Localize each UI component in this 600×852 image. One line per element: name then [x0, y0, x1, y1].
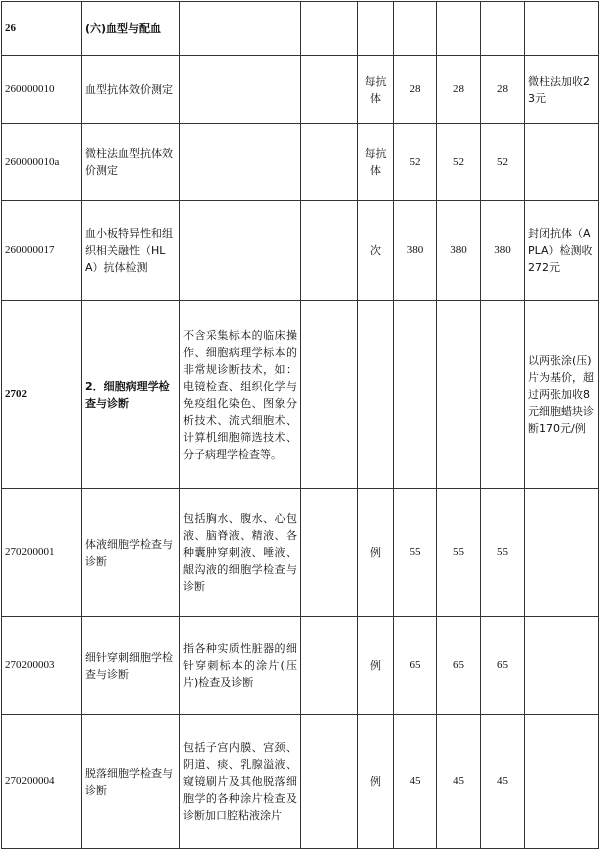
item-price-1: 380 [394, 201, 437, 301]
item-content: 不含采集标本的临床操作、细胞病理学标本的非常规诊断技术，如：电镜检查、组织化学与免疫组化染色、图象分析技术、流式细胞术、计算机细胞筛选技术、分子病理学检查等。 [180, 301, 301, 489]
table-row [2, 2, 599, 56]
table-row [2, 617, 599, 715]
item-price-1: 55 [394, 489, 437, 617]
item-code: 260000010a [2, 124, 82, 201]
item-price-3: 380 [481, 201, 525, 301]
item-code: 26 [2, 2, 82, 56]
empty-cell [301, 489, 358, 617]
item-price-1: 65 [394, 617, 437, 715]
item-name: 血型抗体效价测定 [82, 56, 180, 124]
fee-table [1, 1, 599, 849]
item-price-3: 65 [481, 617, 525, 715]
item-note [525, 489, 599, 617]
item-unit: 次 [358, 201, 394, 301]
empty-cell [301, 715, 358, 849]
item-price-2: 28 [437, 56, 481, 124]
item-unit [358, 301, 394, 489]
item-name: 脱落细胞学检查与诊断 [82, 715, 180, 849]
table-row [2, 124, 599, 201]
item-note [525, 2, 599, 56]
item-price-3 [481, 2, 525, 56]
item-code: 270200004 [2, 715, 82, 849]
empty-cell [301, 617, 358, 715]
empty-cell [301, 301, 358, 489]
empty-cell [301, 201, 358, 301]
item-price-2: 45 [437, 715, 481, 849]
item-name: 2．细胞病理学检查与诊断 [82, 301, 180, 489]
table-row [2, 301, 599, 489]
item-unit: 例 [358, 617, 394, 715]
item-unit: 每抗体 [358, 56, 394, 124]
item-price-2: 380 [437, 201, 481, 301]
empty-cell [301, 56, 358, 124]
item-code: 260000010 [2, 56, 82, 124]
item-price-2: 65 [437, 617, 481, 715]
item-code: 260000017 [2, 201, 82, 301]
item-price-3: 55 [481, 489, 525, 617]
item-price-2: 52 [437, 124, 481, 201]
item-code: 270200001 [2, 489, 82, 617]
item-unit: 例 [358, 489, 394, 617]
item-name: 血小板特异性和组织相关融性（HLA）抗体检测 [82, 201, 180, 301]
table-row [2, 715, 599, 849]
item-price-1 [394, 301, 437, 489]
item-name: (六)血型与配血 [82, 2, 180, 56]
item-note [525, 617, 599, 715]
item-note [525, 124, 599, 201]
item-name: 细针穿刺细胞学检查与诊断 [82, 617, 180, 715]
item-price-3: 28 [481, 56, 525, 124]
item-note [525, 715, 599, 849]
item-note: 以两张涂(压)片为基价，超过两张加收8元细胞蜡块诊断170元/例 [525, 301, 599, 489]
item-name: 体液细胞学检查与诊断 [82, 489, 180, 617]
item-note: 封闭抗体（APLA）检测收272元 [525, 201, 599, 301]
item-note: 微柱法加收23元 [525, 56, 599, 124]
item-price-2 [437, 2, 481, 56]
item-content: 包括胸水、腹水、心包液、脑脊液、精液、各种囊肿穿刺液、唾液、龈沟液的细胞学检查与诊断 [180, 489, 301, 617]
item-content [180, 124, 301, 201]
table-row [2, 56, 599, 124]
item-unit: 每抗体 [358, 124, 394, 201]
item-price-1: 45 [394, 715, 437, 849]
item-price-1: 52 [394, 124, 437, 201]
item-price-2 [437, 301, 481, 489]
item-price-1 [394, 2, 437, 56]
item-price-1: 28 [394, 56, 437, 124]
item-content: 包括子宫内膜、宫颈、阴道、痰、乳腺溢液、窥镜刷片及其他脱落细胞学的各种涂片检查及诊断加口腔粘液涂片 [180, 715, 301, 849]
item-content: 指各种实质性脏器的细针穿刺标本的涂片(压片)检查及诊断 [180, 617, 301, 715]
item-code: 2702 [2, 301, 82, 489]
table-row [2, 489, 599, 617]
item-price-3: 52 [481, 124, 525, 201]
item-content [180, 56, 301, 124]
item-price-3 [481, 301, 525, 489]
empty-cell [301, 2, 358, 56]
item-name: 微柱法血型抗体效价测定 [82, 124, 180, 201]
item-unit [358, 2, 394, 56]
item-price-3: 45 [481, 715, 525, 849]
item-code: 270200003 [2, 617, 82, 715]
item-unit: 例 [358, 715, 394, 849]
item-content [180, 2, 301, 56]
empty-cell [301, 124, 358, 201]
table-row [2, 201, 599, 301]
item-content [180, 201, 301, 301]
item-price-2: 55 [437, 489, 481, 617]
